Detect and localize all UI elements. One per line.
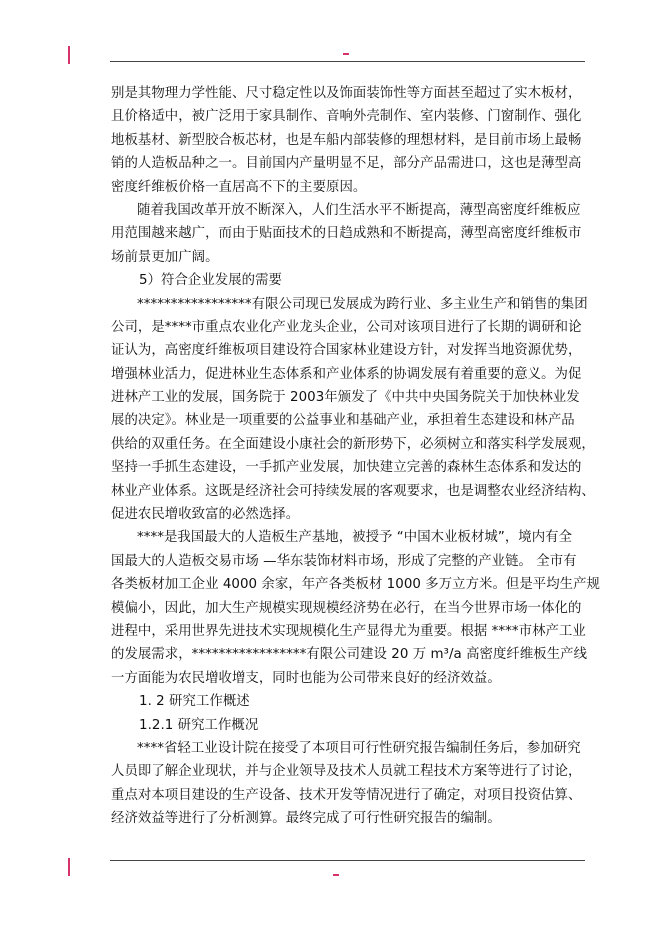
text-line: 林业产业体系。这既是经济社会可持续发展的客观要求，也是调整农业经济结构、 bbox=[111, 483, 595, 499]
text-line: 促进农民增收致富的必然选择。 bbox=[111, 507, 300, 523]
header-rule bbox=[110, 61, 585, 62]
paragraph-start: *****************有限公司现已发展成为跨行业、多主业生产和销售的集团 bbox=[137, 296, 588, 312]
header-marker bbox=[343, 53, 349, 55]
text-line: 别是其物理力学性能、尺寸稳定性以及饰面装饰性等方面甚至超过了实木板材， bbox=[111, 86, 582, 101]
subsection-heading: 1.2.1 研究工作概况 bbox=[139, 717, 259, 733]
text-line: 坚持一手抓生态建设，一手抓产业发展，加快建立完善的森林生态体系和发达的 bbox=[111, 460, 582, 476]
text-line: 用范围越来越广，而由于贴面技术的日趋成熟和不断提高，薄型高密度纤维板市 bbox=[111, 226, 582, 242]
text-line: 增强林业活力，促进林业生态体系和产业体系的协调发展有着重要的意义。为促 bbox=[111, 366, 582, 382]
text-line: 进程中，采用世界先进技术实现规模化生产显得尤为重要。根据 ****市林产工业 bbox=[111, 623, 586, 639]
text-line: 供给的双重任务。在全面建设小康社会的新形势下，必须树立和落实科学发展观， bbox=[111, 436, 595, 452]
text-line: 重点对本项目建设的生产设备、技术开发等情况进行了确定，对项目投资估算、 bbox=[111, 787, 582, 803]
text-line: 国最大的人造板交易市场 —华东装饰材料市场，形成了完整的产业链。 全市有 bbox=[111, 553, 577, 569]
text-line: 一方面能为农民增收增支，同时也能为公司带来良好的经济效益。 bbox=[111, 670, 501, 686]
left-margin-mark-bottom bbox=[68, 858, 70, 876]
text-line: 且价格适中，被广泛用于家具制作、音响外壳制作、室内装修、门窗制作、强化 bbox=[111, 109, 582, 125]
left-margin-mark-top bbox=[68, 46, 70, 64]
text-line: 经济效益等进行了分析测算。最终完成了可行性研究报告的编制。 bbox=[111, 811, 501, 827]
footer-rule bbox=[110, 860, 585, 861]
text-line: 的发展需求，*****************有限公司建设 20 万 m³/a 高密度纤维板生产线 bbox=[111, 647, 588, 663]
text-line: 模偏小，因此，加大生产规模实现规模经济势在必行，在当今世界市场一体化的 bbox=[111, 600, 582, 616]
text-line: 各类板材加工企业 4000 余家，年产各类板材 1000 多万立方米。但是平均生产规 bbox=[111, 577, 600, 593]
text-line: 进林产工业的发展，国务院于 2003年颁发了《中共中央国务院关于加快林业发 bbox=[111, 390, 580, 406]
paragraph-start: 随着我国改革开放不断深入，人们生活水平不断提高，薄型高密度纤维板应 bbox=[137, 202, 581, 218]
text-line: 销的人造板品种之一。目前国内产量明显不足，部分产品需进口，这也是薄型高 bbox=[111, 156, 582, 172]
text-line: 密度纤维板价格一直居高不下的主要原因。 bbox=[111, 179, 367, 195]
text-line: 公司，是****市重点农业化产业龙头企业，公司对该项目进行了长期的调研和论 bbox=[111, 319, 582, 335]
subheading: 5）符合企业发展的需要 bbox=[139, 273, 282, 289]
section-heading: 1. 2 研究工作概述 bbox=[139, 694, 250, 710]
text-line: 证认为，高密度纤维板项目建设符合国家林业建设方针，对发挥当地资源优势， bbox=[111, 343, 582, 359]
paragraph-start: ****是我国最大的人造板生产基地，被授予 “中国木业板材城”，境内有全 bbox=[137, 530, 573, 546]
footer-marker bbox=[333, 874, 339, 876]
text-line: 场前景更加广阔。 bbox=[111, 249, 219, 265]
text-line: 人员即了解企业现状，并与企业领导及技术人员就工程技术方案等进行了讨论， bbox=[111, 764, 582, 780]
text-line: 展的决定》。林业是一项重要的公益事业和基础产业，承担着生态建设和林产品 bbox=[111, 413, 575, 429]
paragraph-start: ****省轻工业设计院在接受了本项目可行性研究报告编制任务后，参加研究 bbox=[137, 740, 581, 756]
body-text bbox=[111, 82, 600, 831]
text-line: 地板基材、新型胶合板芯材，也是车船内部装修的理想材料，是目前市场上最畅 bbox=[111, 132, 582, 148]
